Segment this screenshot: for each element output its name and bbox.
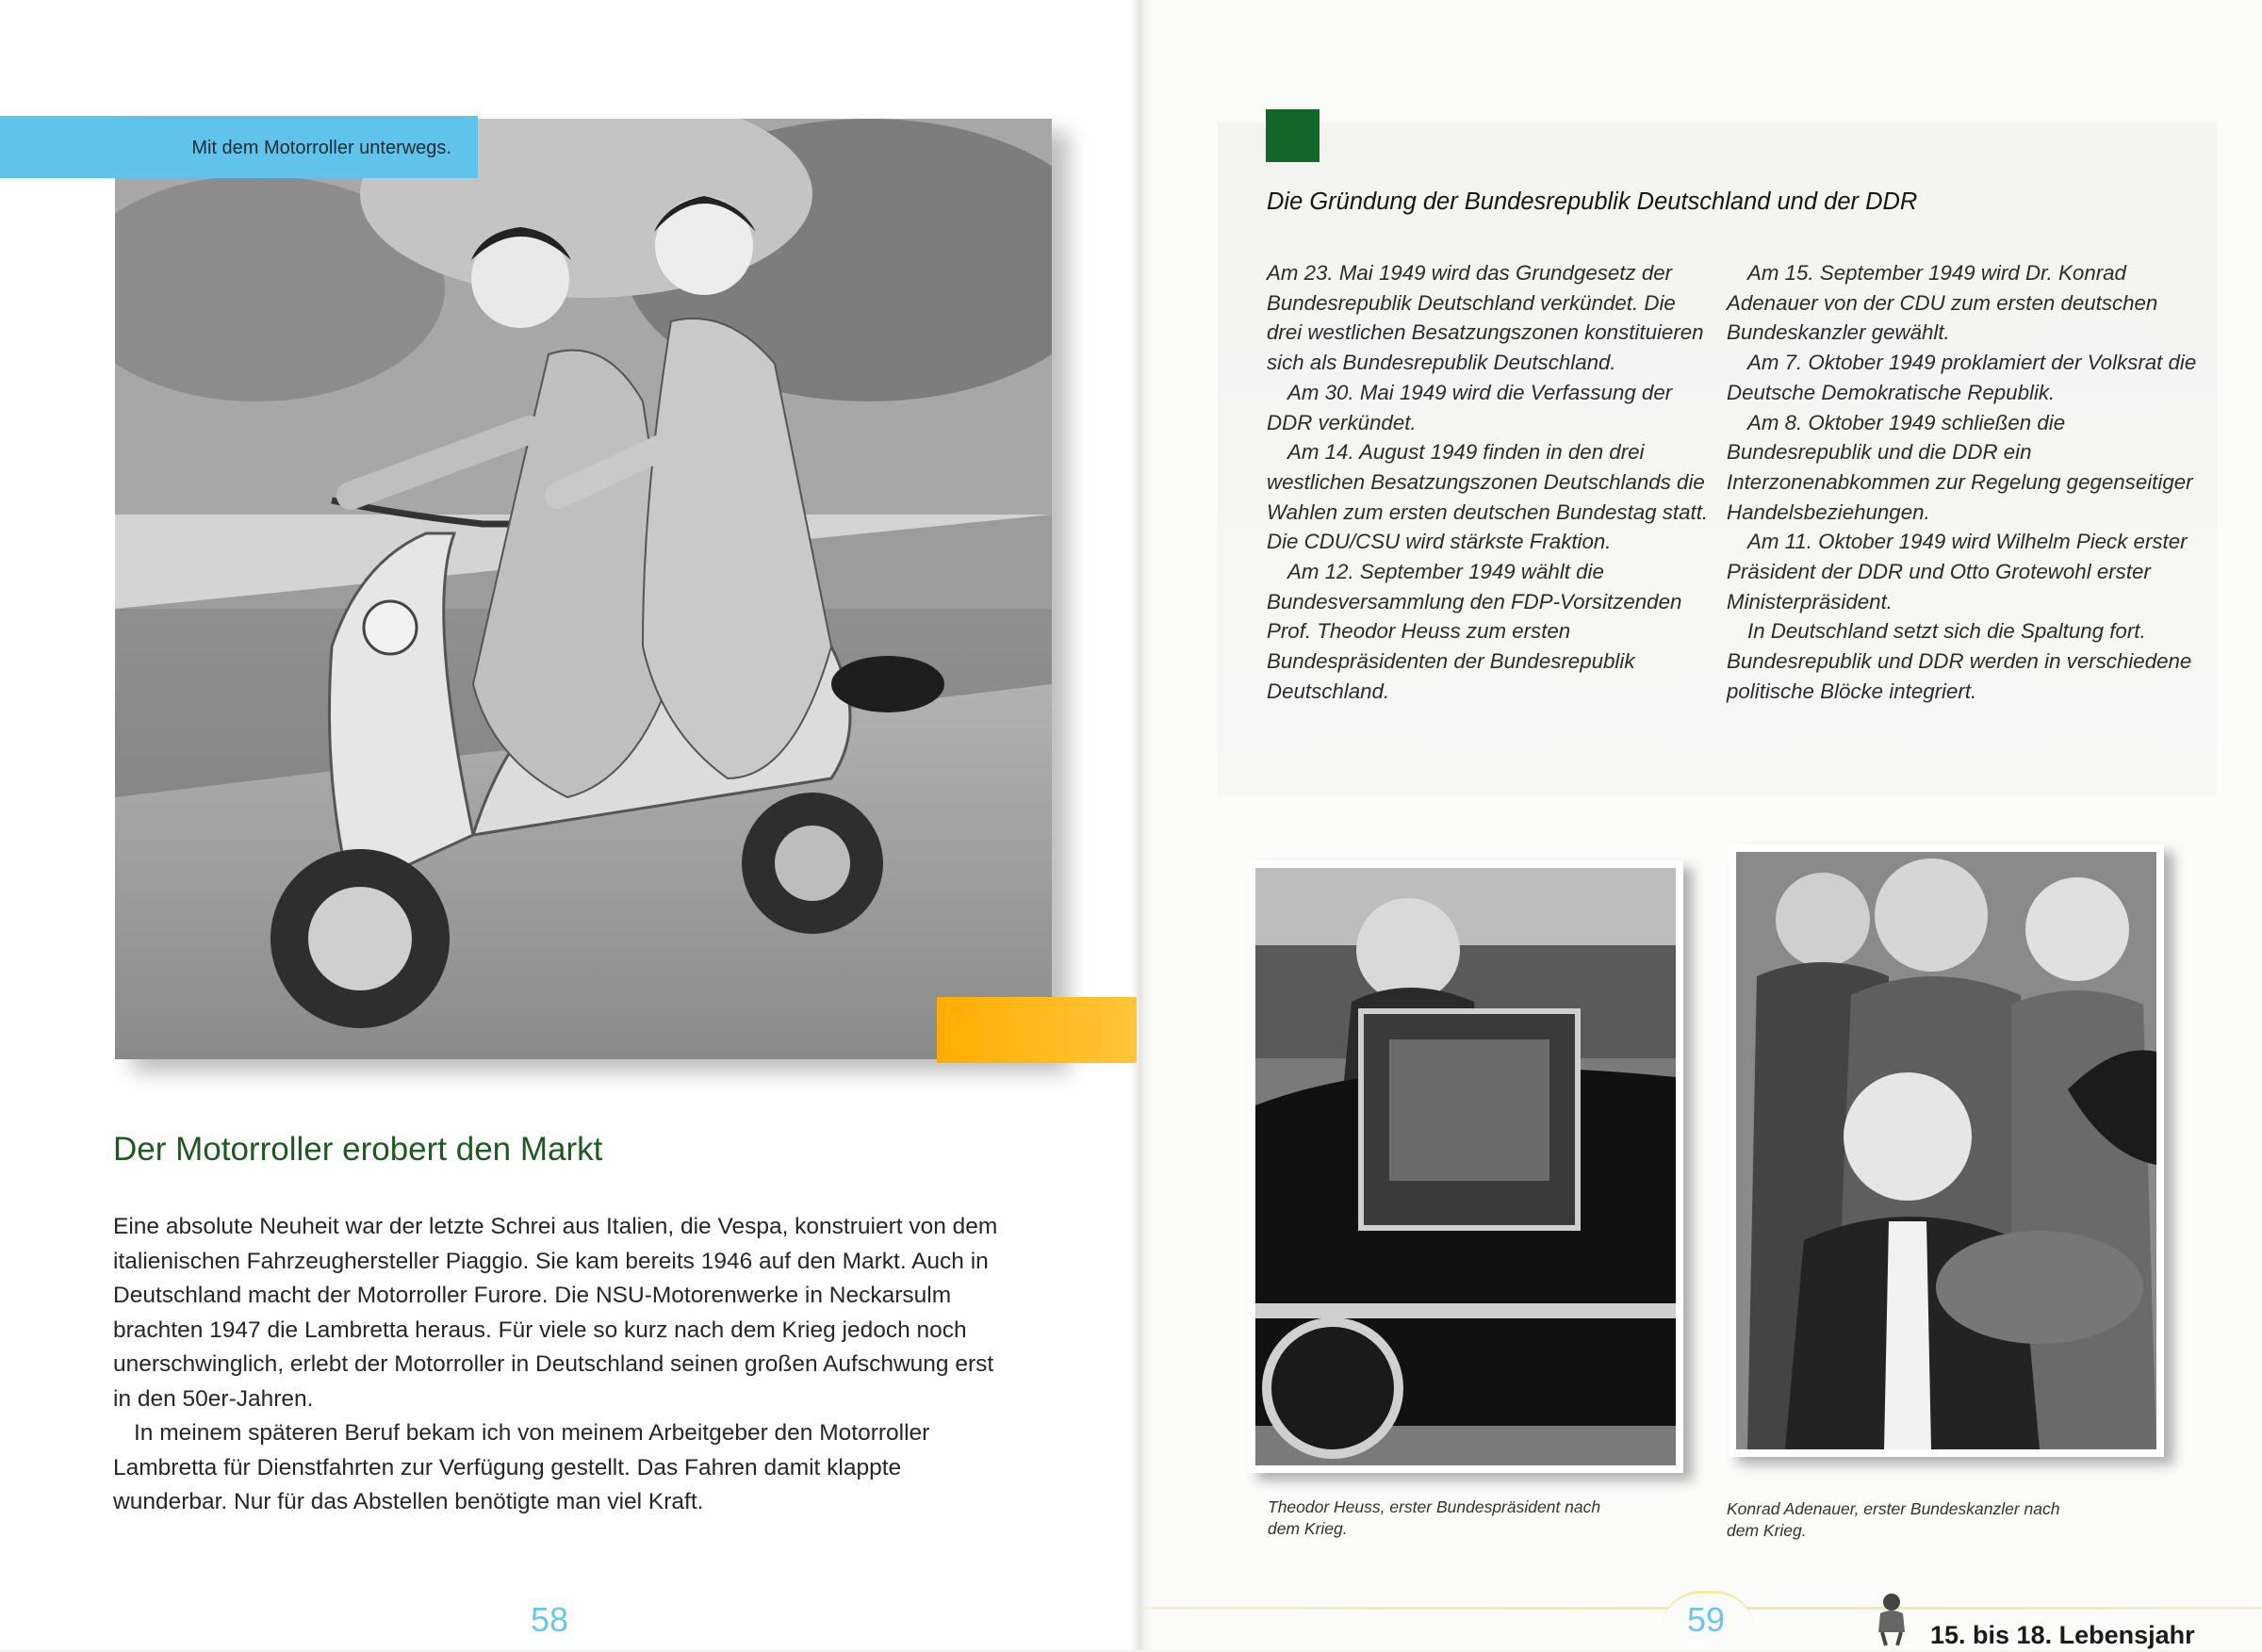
caption-adenauer: Konrad Adenauer, erster Bundeskanzler nach dem Krieg. bbox=[1727, 1499, 2060, 1540]
orange-accent-block bbox=[937, 997, 1137, 1063]
left-body-text bbox=[113, 1210, 999, 1520]
scooter-photo bbox=[115, 119, 1052, 1059]
left-paragraph-1: Eine absolute Neuheit war der letzte Schrei aus Italien, die Vespa, konstruiert von dem italienischen Fahrzeughersteller Piaggio. Sie kam bereits 1946 auf den Markt. Auch in Deutschland macht der Motorroller Furore. Die NSU-Motorenwerke in Neckarsulm brachten 1947 die Lambretta heraus. Für viele so kurz nach dem Krieg jedoch noch unerschwinglich, erlebt der Motorroller in Deutschland seinen großen Aufschwung erst in den 50er-Jahren. bbox=[113, 1214, 998, 1412]
column-2-paragraph: Am 15. September 1949 wird Dr. Konrad Adenauer von der CDU zum ersten deutschen Bundeskanzler gewählt. bbox=[1727, 261, 2158, 345]
child-figure-icon bbox=[1871, 1591, 1912, 1647]
section-tab-label: Mit dem Motorroller unterwegs. bbox=[191, 138, 451, 158]
book-gutter bbox=[1131, 0, 1152, 1650]
column-1-paragraph: Am 14. August 1949 finden in den drei westlichen Besatzungszonen Deutschlands die Wahlen zum ersten deutschen Bundestag statt. Die CDU/CSU wird stärkste Fraktion. bbox=[1267, 440, 1709, 554]
adenauer-photo bbox=[1729, 844, 2164, 1457]
section-tab bbox=[0, 116, 478, 178]
column-2-paragraph: Am 8. Oktober 1949 schließen die Bundesrepublik und die DDR ein Interzonenabkommen zur Regelung gegenseitiger Handelsbeziehungen. bbox=[1727, 410, 2193, 524]
age-range-label: 15. bis 18. Lebensjahr bbox=[1930, 1621, 2195, 1649]
column-2-paragraph: In Deutschland setzt sich die Spaltung fort. Bundesrepublik und DDR werden in verschiedene politische Blöcke integriert. bbox=[1727, 619, 2192, 703]
right-title: Die Gründung der Bundesrepublik Deutschland und der DDR bbox=[1267, 188, 1918, 215]
info-column-1 bbox=[1267, 258, 1710, 707]
left-heading: Der Motorroller erobert den Markt bbox=[113, 1131, 603, 1168]
page-number-left: 58 bbox=[531, 1600, 569, 1639]
column-2-paragraph: Am 11. Oktober 1949 wird Wilhelm Pieck erster Präsident der DDR und Otto Grotewohl erster Ministerpräsident. bbox=[1727, 530, 2188, 613]
info-column-2 bbox=[1727, 258, 2198, 707]
column-1-paragraph: Am 12. September 1949 wählt die Bundesversammlung den FDP-Vorsitzenden Prof. Theodor Heuss zum ersten Bundespräsidenten der Bundesrepublik Deutschland. bbox=[1267, 560, 1682, 703]
column-2-paragraph: Am 7. Oktober 1949 proklamiert der Volksrat die Deutsche Demokratische Republik. bbox=[1727, 351, 2197, 404]
left-paragraph-2: In meinem späteren Beruf bekam ich von meinem Arbeitgeber den Motorroller Lambretta für Dienstfahrten zur Verfügung gestellt. Das Fahren damit klappte wunderbar. Nur für das Abstellen benötigte man viel Kraft. bbox=[113, 1420, 930, 1514]
column-1-paragraph: Am 23. Mai 1949 wird das Grundgesetz der Bundesrepublik Deutschland verkündet. Die drei westlichen Besatzungszonen konstituieren sich als Bundesrepublik Deutschland. bbox=[1267, 261, 1704, 375]
column-1-paragraph: Am 30. Mai 1949 wird die Verfassung der DDR verkündet. bbox=[1267, 380, 1673, 434]
heuss-photo bbox=[1248, 860, 1683, 1473]
green-marker-square bbox=[1266, 109, 1320, 162]
caption-heuss: Theodor Heuss, erster Bundespräsident nach dem Krieg. bbox=[1268, 1497, 1601, 1538]
page-number-right: 59 bbox=[1687, 1600, 1726, 1639]
